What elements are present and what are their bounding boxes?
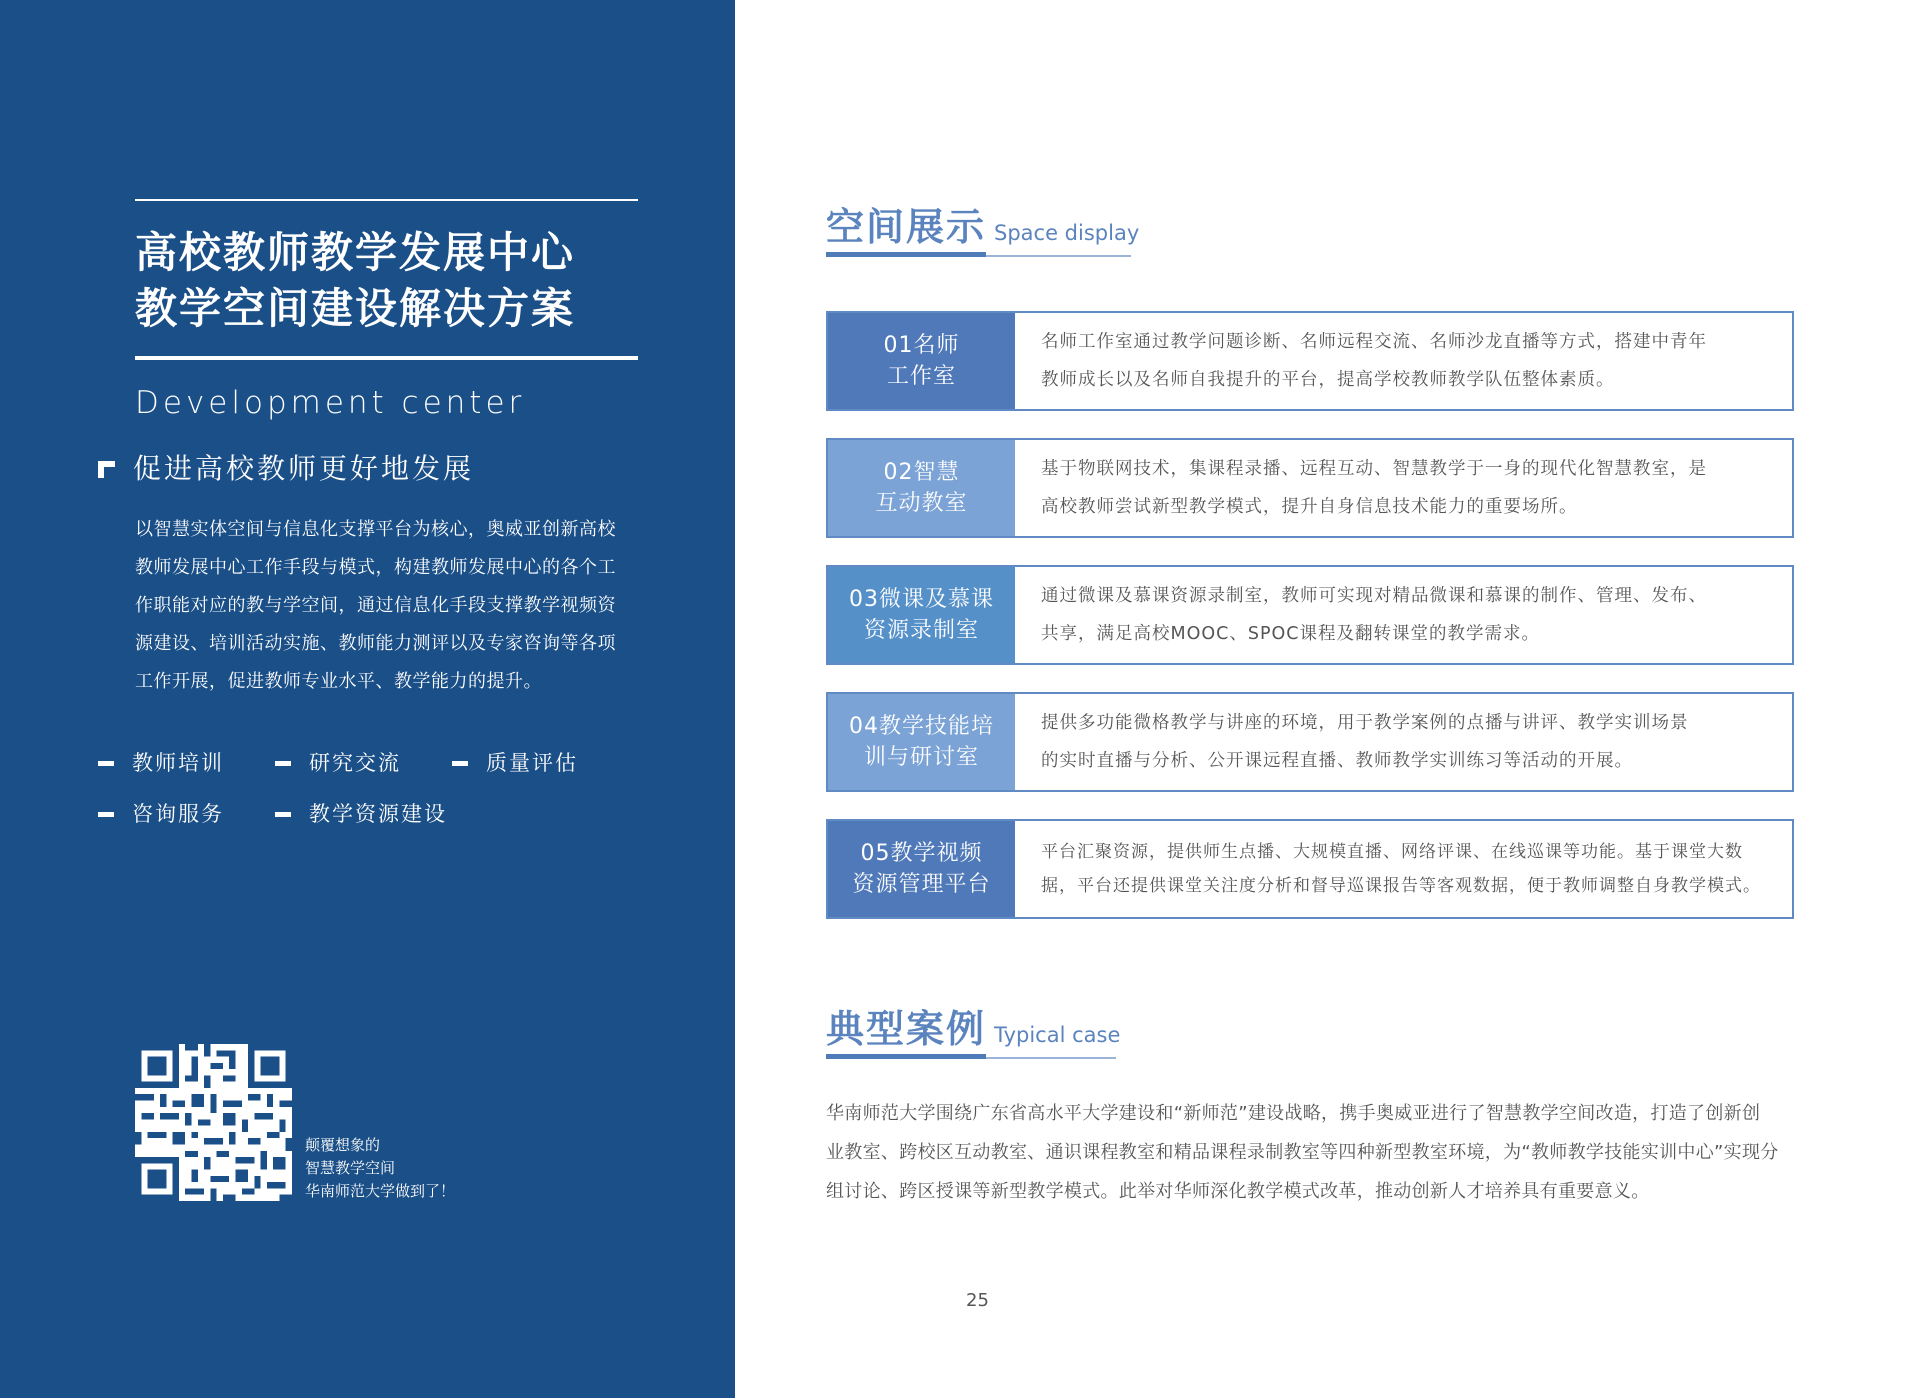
space-card-label-line: 05教学视频 [860,841,983,866]
qr-code-icon[interactable] [135,1044,292,1201]
left-panel [0,0,735,1398]
typical-case-underline [826,1054,986,1059]
space-card-02 [826,438,1794,538]
space-card-desc-line: 基于物联网技术，集课程录播、远程互动、智慧教学于一身的现代化智慧教室，是 [1041,459,1707,479]
typical-case-line: 业教室、跨校区互动教室、通识课程教室和精品课程录制教室等四种新型教室环境，为“教师教学技能实训中心”实现分 [826,1142,1779,1163]
space-display-title-cn: 空间展示 [826,205,987,249]
tag-teacher-training [98,753,224,774]
section-heading [98,452,475,485]
intro-line: 作职能对应的教与学空间，通过信息化手段支撑教学视频资 [135,595,616,616]
tag-resource-building [275,804,447,825]
space-card-01 [826,311,1794,411]
space-display-title-en: Space display [994,221,1140,245]
dash-icon [275,812,291,817]
space-card-label [828,694,1015,790]
typical-case-title [826,1007,1121,1051]
space-card-desc-line: 据，平台还提供课堂关注度分析和督导巡课报告等客观数据，便于教师调整自身教学模式。 [1041,876,1761,896]
space-card-label [828,821,1015,917]
dash-icon [275,761,291,766]
tag-label: 质量评估 [486,751,578,775]
page-number: 25 [966,1290,989,1311]
qr-caption [305,1134,455,1203]
intro-paragraph [135,511,635,701]
space-card-desc-line: 的实时直播与分析、公开课远程直播、教师教学实训练习等活动的开展。 [1041,751,1633,771]
qr-caption-line: 颠覆想象的 [305,1136,381,1154]
space-display-underline-thin [986,255,1131,257]
space-card-03 [826,565,1794,665]
space-card-label [828,440,1015,536]
space-card-desc-line: 提供多功能微格教学与讲座的环境，用于教学案例的点播与讲评、教学实训场景 [1041,713,1689,733]
intro-line: 以智慧实体空间与信息化支撑平台为核心，奥威亚创新高校 [135,519,616,540]
space-card-label-line: 03微课及慕课 [849,587,994,612]
space-card-label-line: 01名师 [883,333,960,358]
intro-line: 教师发展中心工作手段与模式，构建教师发展中心的各个工 [135,557,616,578]
space-card-desc-line: 共享，满足高校MOOC、SPOC课程及翻转课堂的教学需求。 [1041,624,1541,644]
qr-caption-line: 智慧教学空间 [305,1159,396,1177]
space-card-desc-line: 高校教师尝试新型教学模式，提升自身信息技术能力的重要场所。 [1041,497,1578,517]
typical-case-line: 华南师范大学围绕广东省高水平大学建设和“新师范”建设战略，携手奥威亚进行了智慧教学空间改造，打造了创新创 [826,1103,1761,1124]
space-card-desc [1015,440,1792,536]
title-bottom-rule [135,356,638,360]
tag-label: 研究交流 [309,751,401,775]
space-card-label-line: 工作室 [886,364,956,389]
space-card-label-line: 资源管理平台 [852,872,991,897]
typical-case-title-en: Typical case [994,1023,1121,1047]
space-card-05 [826,819,1794,919]
space-card-label [828,567,1015,663]
space-display-underline [826,252,986,257]
space-card-04 [826,692,1794,792]
space-card-label-line: 互动教室 [875,491,968,516]
tag-quality-evaluation [452,753,578,774]
space-card-desc [1015,313,1792,409]
space-card-desc-line: 平台汇聚资源，提供师生点播、大规模直播、网络评课、在线巡课等功能。基于课堂大数 [1041,842,1743,862]
dash-icon [452,761,468,766]
tag-label: 教师培训 [132,751,224,775]
intro-line: 工作开展，促进教师专业水平、教学能力的提升。 [135,671,542,692]
space-card-label-line: 资源录制室 [863,618,979,643]
space-card-desc [1015,821,1792,917]
tag-consulting-service [98,804,224,825]
main-title-line-2: 教学空间建设解决方案 [135,284,576,333]
space-card-label-line: 训与研讨室 [863,745,979,770]
typical-case-underline-thin [986,1057,1116,1059]
space-card-desc-line: 通过微课及慕课资源录制室，教师可实现对精品微课和慕课的制作、管理、发布、 [1041,586,1707,606]
space-display-title [826,205,1140,249]
tag-label: 教学资源建设 [309,802,447,826]
space-card-desc-line: 名师工作室通过教学问题诊断、名师远程交流、名师沙龙直播等方式，搭建中青年 [1041,332,1707,352]
dash-icon [98,761,114,766]
english-subtitle: Development center [135,385,526,421]
title-top-rule [135,199,638,201]
intro-line: 源建设、培训活动实施、教师能力测评以及专家咨询等各项 [135,633,616,654]
typical-case-line: 组讨论、跨区授课等新型教学模式。此举对华师深化教学模式改革，推动创新人才培养具有重要意义。 [826,1181,1650,1202]
space-card-desc [1015,567,1792,663]
main-title-line-1: 高校教师教学发展中心 [135,228,576,277]
section-heading-text: 促进高校教师更好地发展 [133,452,475,485]
tag-research-exchange [275,753,401,774]
space-card-label-line: 02智慧 [883,460,960,485]
dash-icon [98,812,114,817]
typical-case-title-cn: 典型案例 [826,1007,987,1051]
space-card-desc [1015,694,1792,790]
qr-caption-line: 华南师范大学做到了！ [305,1182,456,1200]
typical-case-paragraph [826,1094,1796,1211]
space-card-desc-line: 教师成长以及名师自我提升的平台，提高学校教师教学队伍整体素质。 [1041,370,1615,390]
corner-bracket-icon [98,461,115,478]
space-card-label-line: 04教学技能培 [849,714,994,739]
space-card-label [828,313,1015,409]
tag-label: 咨询服务 [132,802,224,826]
